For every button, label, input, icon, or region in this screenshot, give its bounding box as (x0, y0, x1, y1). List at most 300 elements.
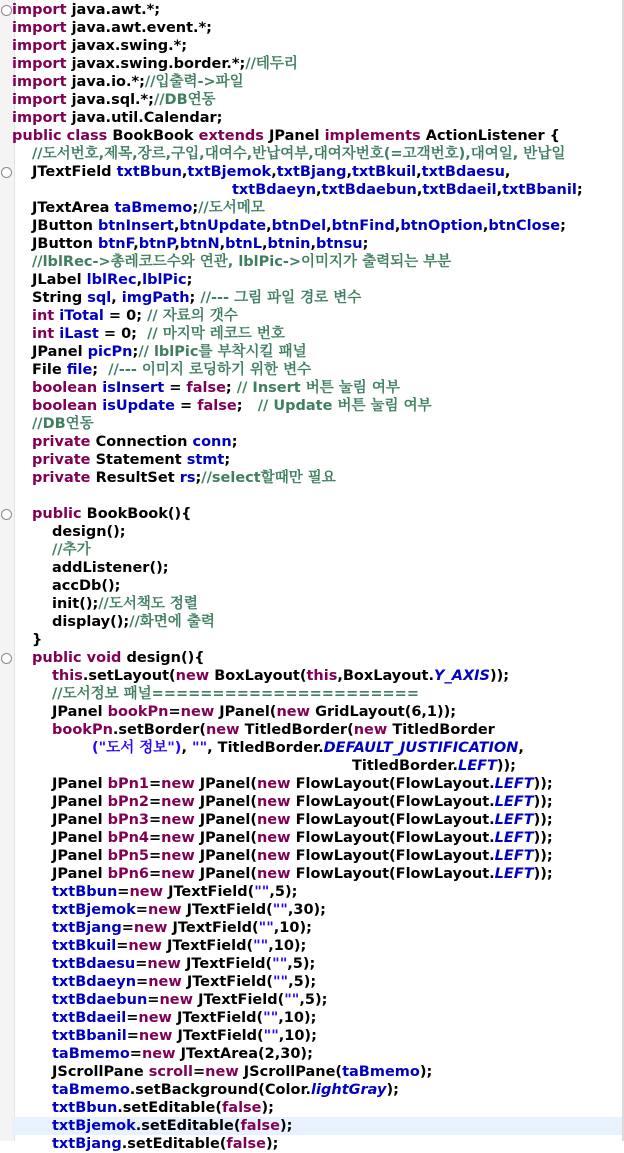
code-line[interactable] (12, 973, 624, 991)
code-token: new (161, 794, 195, 810)
code-line[interactable] (12, 739, 624, 757)
code-token: // 마지막 레코드 번호 (147, 326, 285, 342)
code-token: JButton (32, 218, 98, 234)
code-line[interactable] (12, 775, 624, 793)
code-token: ; (189, 290, 201, 306)
code-token: new (180, 704, 215, 720)
code-token: JPanel( (194, 776, 257, 792)
code-token: btnN (179, 236, 220, 252)
code-line[interactable] (12, 271, 624, 289)
code-token: LEFT (457, 758, 497, 774)
code-line[interactable] (12, 307, 624, 325)
code-token: ; (576, 182, 583, 198)
code-token: bPn6 (107, 866, 150, 882)
code-token: new (256, 794, 291, 810)
code-token: ("도서 정보") (92, 740, 182, 756)
code-line[interactable] (12, 721, 624, 739)
code-line[interactable] (12, 685, 624, 703)
code-token: ); (386, 1082, 399, 1098)
code-line[interactable] (12, 1045, 624, 1063)
code-token: lblRec (86, 272, 137, 288)
code-line[interactable] (12, 127, 624, 145)
code-line[interactable] (12, 955, 624, 973)
code-token: txtBdaesu (421, 164, 505, 180)
code-token: new (159, 992, 194, 1008)
code-token: JPanel (52, 848, 108, 864)
code-token: //도서번호,제목,장르,구입,대여수,반납여부,대여자번호(=고객번호),대여일, 반납일 (32, 146, 566, 162)
code-token: implements (324, 128, 421, 144)
code-token: false (186, 380, 226, 396)
code-token: JTextField( (172, 1028, 264, 1044)
code-token: ; (132, 344, 139, 360)
code-line[interactable] (12, 37, 624, 55)
fold-toggle-icon[interactable] (1, 167, 12, 178)
fold-toggle-icon[interactable] (1, 653, 12, 664)
code-token: .setBackground(Color. (129, 1082, 312, 1098)
code-token: txtBdaeyn (232, 182, 317, 198)
code-token: txtBjemok (52, 1118, 136, 1134)
code-line[interactable] (12, 217, 624, 235)
code-token: //DB연동 (32, 416, 94, 432)
code-token: ,5); (299, 992, 328, 1008)
code-line[interactable] (12, 433, 624, 451)
code-line[interactable] (12, 325, 624, 343)
code-line[interactable] (12, 811, 624, 829)
code-token: , (504, 164, 511, 180)
code-token: , (482, 218, 489, 234)
code-token: JTextArea(2,30); (175, 1046, 313, 1062)
code-line[interactable] (12, 235, 624, 253)
code-token: btnInsert (97, 218, 174, 234)
code-token: .setEditable( (121, 1136, 227, 1152)
code-token: rs (179, 470, 196, 486)
code-line[interactable] (12, 1135, 624, 1153)
code-token: = (149, 848, 162, 864)
code-token: LEFT (494, 794, 534, 810)
code-token: "" (272, 902, 288, 918)
code-token: btnF (97, 236, 134, 252)
code-token: , (181, 164, 188, 180)
code-token: TitledBorder (387, 722, 495, 738)
code-token: private (32, 452, 91, 468)
code-token: new (138, 1010, 172, 1026)
code-token: , (416, 182, 423, 198)
code-line[interactable] (12, 883, 624, 901)
code-token: JTextField( (181, 974, 273, 990)
code-token: new (128, 938, 162, 954)
code-token: = (126, 1010, 139, 1026)
code-line[interactable] (12, 55, 624, 73)
code-line[interactable] (12, 199, 624, 217)
code-line[interactable] (12, 667, 624, 685)
code-token: ); (419, 1064, 433, 1080)
code-token: ; (186, 272, 193, 288)
code-token: , (394, 218, 401, 234)
code-token: public class (12, 128, 108, 144)
code-token: .setEditable( (135, 1118, 241, 1134)
code-token: txtBdaebun (321, 182, 417, 198)
code-token: JTextField( (171, 1010, 264, 1026)
code-token: //입출력->파일 (144, 74, 244, 90)
code-token: file (66, 362, 93, 378)
code-token: new (161, 776, 195, 792)
code-line[interactable] (12, 1117, 624, 1135)
code-token: ,5); (287, 956, 316, 972)
code-line[interactable] (12, 343, 624, 361)
code-token: bPn3 (107, 812, 150, 828)
fold-toggle-icon[interactable] (1, 5, 12, 16)
code-line[interactable] (12, 253, 624, 271)
code-token: new (148, 974, 182, 990)
code-token: "" (272, 974, 289, 990)
code-token: import (12, 74, 67, 90)
code-token: btnDel (271, 218, 327, 234)
code-token: String (32, 290, 88, 306)
code-line[interactable] (12, 793, 624, 811)
code-token: btnOption (400, 218, 483, 234)
code-token: JPanel (52, 812, 108, 828)
code-token: txtBdaesu (52, 956, 136, 972)
code-token: btnClose (488, 218, 561, 234)
code-token: = (147, 992, 160, 1008)
code-token: JScrollPane( (238, 1064, 343, 1080)
code-token: // Insert 버튼 눌림 여부 (236, 380, 400, 396)
code-token: ; (231, 434, 238, 450)
code-token: ; (225, 380, 237, 396)
code-token: private (32, 434, 91, 450)
code-line[interactable] (12, 1027, 624, 1045)
code-token: Statement (90, 452, 187, 468)
code-token: LEFT (494, 866, 534, 882)
code-token: JPanel( (194, 830, 257, 846)
code-token: , (271, 164, 277, 180)
code-token: ; (92, 362, 109, 378)
code-line[interactable] (12, 469, 624, 487)
code-token: //DB연동 (153, 92, 216, 108)
code-token: JPanel (263, 128, 325, 144)
code-token: javax.swing.border.*; (66, 56, 246, 72)
code-token: addListener(); (52, 560, 169, 576)
code-token: new (129, 884, 164, 900)
code-token: txtBdaeil (422, 182, 497, 198)
code-token: = 0; (98, 326, 148, 342)
code-token: txtBbanil (52, 1028, 127, 1044)
code-token: ,10); (278, 1010, 317, 1026)
code-token: new (175, 668, 210, 684)
code-token: GridLayout(6,1)); (310, 704, 457, 720)
code-token: txtBkuil (351, 164, 417, 180)
code-token: txtBjemok (52, 902, 136, 918)
code-line[interactable] (12, 1009, 624, 1027)
code-token: .setLayout( (82, 668, 176, 684)
code-token: new (256, 776, 291, 792)
code-token: JPanel( (214, 704, 277, 720)
code-token: LEFT (494, 776, 534, 792)
code-token: FlowLayout(FlowLayout. (290, 776, 495, 792)
code-line[interactable] (12, 361, 624, 379)
code-token: txtBdaebun (52, 992, 148, 1008)
code-token: ,10); (278, 1028, 317, 1044)
code-token: )); (533, 812, 553, 828)
code-token: DEFAULT_JUSTIFICATION (323, 740, 519, 756)
code-line[interactable] (12, 1081, 624, 1099)
code-token: txtBjang (276, 164, 347, 180)
code-token: java.io.*; (66, 74, 145, 90)
code-line[interactable] (12, 757, 624, 775)
code-token: txtBdaeyn (52, 974, 137, 990)
code-line[interactable] (12, 505, 624, 523)
code-token: JTextField( (180, 956, 273, 972)
code-token: boolean (32, 398, 103, 414)
fold-toggle-icon[interactable] (1, 509, 12, 520)
code-token: , (346, 164, 352, 180)
code-token: = (149, 830, 162, 846)
code-token: , (496, 182, 503, 198)
code-token: )); (533, 776, 553, 792)
code-token: new (161, 848, 195, 864)
code-token: import (12, 20, 67, 36)
code-token: , TitledBorder. (207, 740, 324, 756)
code-line[interactable] (12, 613, 624, 631)
code-editor[interactable] (12, 0, 624, 1153)
code-token: JTextField( (167, 920, 259, 936)
code-token: txtBbun (52, 884, 118, 900)
code-token: stmt (186, 452, 225, 468)
code-token: ; (224, 452, 231, 468)
code-token: "" (263, 1028, 279, 1044)
code-token: JTextArea (32, 200, 115, 216)
code-token: ); (280, 1118, 293, 1134)
code-token: = (149, 866, 162, 882)
code-token: Y_AXIS (434, 668, 490, 684)
code-token: //화면에 출력 (129, 614, 215, 630)
code-line[interactable] (12, 91, 624, 109)
code-token: false (221, 1100, 262, 1116)
code-line[interactable] (12, 289, 624, 307)
code-token: JPanel (52, 794, 108, 810)
code-token: JPanel( (194, 812, 257, 828)
code-token: ); (265, 1136, 279, 1152)
code-token: java.awt.*; (66, 2, 161, 18)
code-token: , (173, 218, 180, 234)
code-token: bookPn (52, 722, 113, 738)
code-line[interactable] (12, 541, 624, 559)
code-token: this (306, 668, 338, 684)
code-line[interactable] (12, 19, 624, 37)
code-token: new (353, 722, 388, 738)
code-line[interactable] (12, 1099, 624, 1117)
code-line[interactable] (12, 829, 624, 847)
code-token: txtBkuil (52, 938, 117, 954)
code-line[interactable] (12, 703, 624, 721)
code-token: extends (198, 128, 264, 144)
code-token: scroll (148, 1064, 193, 1080)
code-token: ; (362, 236, 369, 252)
code-token: = (193, 1064, 206, 1080)
code-token: ,10); (273, 920, 312, 936)
code-token: "" (263, 1010, 279, 1026)
code-token: , (416, 164, 422, 180)
code-token: ,5); (288, 974, 317, 990)
code-token: , (181, 740, 193, 756)
code-line[interactable] (12, 847, 624, 865)
code-token: = 0; (103, 308, 148, 324)
code-token: display(); (52, 614, 130, 630)
code-line[interactable] (12, 379, 624, 397)
code-line[interactable] (12, 181, 624, 199)
code-token: FlowLayout(FlowLayout. (290, 830, 495, 846)
code-token: )); (533, 848, 553, 864)
code-token: LEFT (494, 830, 534, 846)
code-token: = (126, 1028, 139, 1044)
code-token: JPanel (52, 830, 108, 846)
code-token: design(){ (121, 650, 205, 666)
code-token: import (12, 110, 67, 126)
code-token: //도서정보 패널====================== (52, 686, 419, 702)
code-token: JLabel (32, 272, 87, 288)
code-line[interactable] (12, 415, 624, 433)
code-token: // Update 버튼 눌림 여부 (257, 398, 432, 414)
code-line[interactable] (12, 523, 624, 541)
code-token: taBmemo (52, 1082, 130, 1098)
code-token: new (256, 848, 291, 864)
code-line[interactable] (12, 397, 624, 415)
code-token: = (116, 938, 129, 954)
code-token: BoxLayout( (209, 668, 307, 684)
code-token: "" (258, 920, 274, 936)
code-line[interactable] (12, 451, 624, 469)
code-token: design(); (52, 524, 126, 540)
code-token: new (141, 1046, 176, 1062)
code-token: new (138, 1028, 173, 1044)
code-token: , (262, 236, 268, 252)
code-token: txtBdaeil (52, 1010, 127, 1026)
code-token: new (147, 956, 181, 972)
code-line[interactable] (12, 109, 624, 127)
code-token: JPanel (52, 704, 108, 720)
code-token: // lblPic를 부착시킬 패널 (138, 344, 307, 360)
code-line[interactable] (12, 595, 624, 613)
code-token: txtBjemok (187, 164, 272, 180)
code-line[interactable] (12, 901, 624, 919)
code-token: ,5); (269, 884, 298, 900)
code-token: int (32, 326, 60, 342)
code-token: taBmemo (114, 200, 193, 216)
code-token: init(); (52, 596, 99, 612)
code-line[interactable] (12, 1063, 624, 1081)
code-line[interactable] (12, 919, 624, 937)
code-line[interactable] (12, 163, 624, 181)
code-token: txtBbun (52, 1100, 118, 1116)
code-line[interactable] (12, 649, 624, 667)
code-token: JPanel (52, 866, 108, 882)
code-line[interactable] (12, 73, 624, 91)
code-token: = (121, 920, 134, 936)
code-token: //--- 이미지 로딩하기 위한 변수 (108, 362, 312, 378)
code-token: //--- 그림 파일 경로 변수 (200, 290, 362, 306)
code-token: bPn1 (107, 776, 150, 792)
code-token: JPanel (32, 344, 88, 360)
code-token: //도서책도 정렬 (98, 596, 198, 612)
code-token: )); (533, 866, 553, 882)
code-token: new (256, 830, 291, 846)
code-token: )); (496, 758, 516, 774)
code-token: , (133, 236, 139, 252)
code-token: private (32, 470, 91, 486)
code-token: txtBjang (52, 1136, 122, 1152)
code-token: txtBbun (116, 164, 182, 180)
code-token: picPn (87, 344, 133, 360)
code-line[interactable] (12, 937, 624, 955)
code-token: = (129, 1046, 142, 1062)
code-token: public (32, 506, 82, 522)
code-token: new (276, 704, 311, 720)
code-line[interactable] (12, 631, 624, 649)
code-token: , (518, 740, 524, 756)
code-token: JPanel( (194, 866, 257, 882)
code-token: // 자료의 갯수 (147, 308, 238, 324)
code-token: isUpdate (102, 398, 175, 414)
code-token: btnL (225, 236, 262, 252)
code-token: "" (284, 992, 300, 1008)
code-token: , (310, 236, 316, 252)
code-line[interactable] (12, 1, 624, 19)
code-token: FlowLayout(FlowLayout. (290, 866, 495, 882)
code-token: btnP (138, 236, 175, 252)
code-token: )); (490, 668, 510, 684)
code-token: java.awt.event.*; (66, 20, 212, 36)
code-token: bookPn (107, 704, 169, 720)
code-token: //lblRec->총레코드수와 연관, lblPic->이미지가 출력되는 부분 (32, 254, 452, 270)
code-token: new (205, 1064, 239, 1080)
code-token: JTextField( (163, 884, 255, 900)
code-token: new (256, 866, 291, 882)
code-token: )); (533, 794, 553, 810)
code-line[interactable] (12, 577, 624, 595)
code-token: , (174, 236, 180, 252)
code-token: false (240, 1118, 281, 1134)
code-token: ,30); (287, 902, 326, 918)
code-token: ; (236, 398, 258, 414)
code-token: btnUpdate (179, 218, 267, 234)
code-token: javax.swing.*; (66, 38, 188, 54)
code-token: "" (272, 956, 288, 972)
code-line[interactable] (12, 487, 624, 505)
code-token: JPanel( (194, 848, 257, 864)
code-token: new (161, 830, 195, 846)
code-token: import (12, 92, 67, 108)
code-token: JTextField( (181, 902, 273, 918)
code-token: ActionListener { (420, 128, 561, 144)
code-token: isInsert (102, 380, 165, 396)
code-line[interactable] (12, 865, 624, 883)
code-token: "" (254, 884, 270, 900)
code-token: //테두리 (245, 56, 298, 72)
code-line[interactable] (12, 991, 624, 1009)
code-line[interactable] (12, 559, 624, 577)
code-token: ; (192, 200, 199, 216)
code-line[interactable] (12, 145, 624, 163)
code-token: btnFind (331, 218, 395, 234)
code-token: //추가 (52, 542, 91, 558)
code-token: new (161, 866, 195, 882)
code-token: new (147, 902, 182, 918)
code-token: FlowLayout(FlowLayout. (290, 812, 495, 828)
code-token: ,BoxLayout. (337, 668, 434, 684)
code-token: = (135, 956, 148, 972)
code-token: txtBjang (52, 920, 122, 936)
code-token: imgPath (121, 290, 190, 306)
